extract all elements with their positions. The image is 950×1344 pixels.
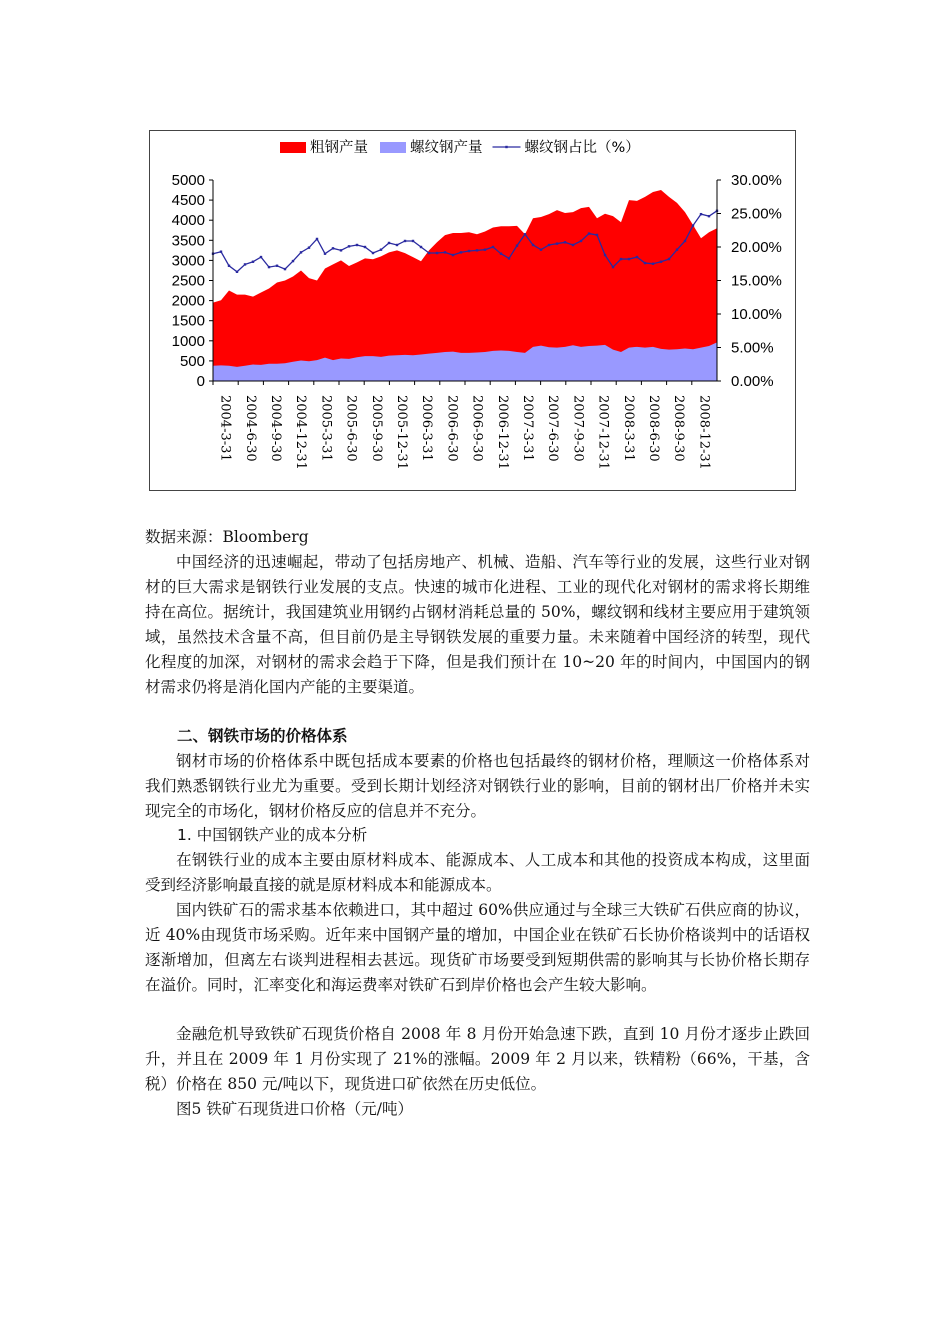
x-tick-label: 2007-3-31 bbox=[520, 395, 535, 462]
line-marker bbox=[532, 244, 534, 246]
line-marker bbox=[692, 224, 694, 226]
line-marker bbox=[420, 246, 422, 248]
legend-swatch bbox=[280, 142, 306, 153]
line-marker bbox=[524, 233, 526, 235]
x-tick-label: 2008-9-30 bbox=[671, 395, 687, 462]
y-right-tick-label: 15.00% bbox=[731, 272, 782, 290]
y-right-tick-label: 0.00% bbox=[731, 373, 774, 390]
y-left-tick-label: 3000 bbox=[171, 252, 205, 270]
x-tick-label: 2006-9-30 bbox=[469, 395, 485, 462]
line-marker bbox=[324, 253, 326, 255]
line-marker bbox=[636, 256, 638, 258]
line-marker bbox=[452, 254, 454, 256]
line-marker bbox=[540, 248, 542, 250]
legend-marker bbox=[505, 146, 507, 148]
line-marker bbox=[316, 238, 318, 240]
x-tick-label: 2004-3-31 bbox=[217, 395, 233, 462]
line-marker bbox=[572, 244, 574, 246]
line-marker bbox=[308, 246, 310, 248]
y-left-tick-label: 3500 bbox=[171, 232, 205, 250]
line-marker bbox=[388, 242, 390, 244]
y-right-tick-label: 30.00% bbox=[731, 172, 782, 189]
line-marker bbox=[564, 241, 566, 243]
line-marker bbox=[476, 249, 478, 251]
line-marker bbox=[468, 250, 470, 252]
line-marker bbox=[676, 248, 678, 250]
figure-caption: 图5 铁矿石现货进口价格（元/吨） bbox=[176, 1100, 414, 1118]
section-heading-price-system: 二、钢铁市场的价格体系 bbox=[177, 727, 348, 745]
x-tick-label: 2008-6-30 bbox=[646, 395, 661, 462]
line-marker bbox=[220, 250, 222, 252]
y-right-tick-label: 20.00% bbox=[731, 239, 782, 256]
line-marker bbox=[396, 244, 398, 246]
line-marker bbox=[580, 240, 582, 242]
line-marker bbox=[508, 257, 510, 259]
x-tick-label: 2007-9-30 bbox=[570, 395, 586, 462]
y-left-tick-label: 4500 bbox=[171, 192, 205, 210]
y-left-tick-label: 5000 bbox=[171, 172, 205, 189]
line-marker bbox=[604, 254, 606, 256]
x-tick-label: 2004-6-30 bbox=[242, 395, 258, 462]
legend-label: 粗钢产量 bbox=[310, 140, 368, 156]
line-marker bbox=[516, 244, 518, 246]
line-marker bbox=[492, 246, 494, 248]
x-tick-label: 2008-12-31 bbox=[696, 395, 712, 470]
x-tick-label: 2006-12-31 bbox=[494, 395, 510, 470]
line-marker bbox=[252, 261, 254, 263]
line-marker bbox=[444, 251, 446, 253]
chart-legend bbox=[280, 139, 640, 156]
line-marker bbox=[500, 253, 502, 255]
line-marker bbox=[340, 249, 342, 251]
x-tick-label: 2007-12-31 bbox=[595, 395, 611, 470]
line-marker bbox=[348, 245, 350, 247]
y-right-tick-label: 5.00% bbox=[731, 339, 774, 357]
line-marker bbox=[684, 240, 686, 242]
x-tick-label: 2005-3-31 bbox=[318, 395, 334, 462]
line-marker bbox=[364, 246, 366, 248]
chart-plot-area bbox=[212, 190, 718, 381]
line-marker bbox=[628, 258, 630, 260]
chart-frame bbox=[149, 130, 796, 491]
line-marker bbox=[484, 248, 486, 250]
x-tick-label: 2004-9-30 bbox=[268, 395, 283, 462]
line-marker bbox=[612, 266, 614, 268]
legend-label: 螺纹钢占比（%） bbox=[524, 140, 640, 156]
line-marker bbox=[588, 232, 590, 234]
line-marker bbox=[668, 258, 670, 260]
chart bbox=[150, 131, 795, 490]
legend-swatch bbox=[380, 142, 406, 153]
line-marker bbox=[460, 251, 462, 253]
x-tick-label: 2006-6-30 bbox=[444, 395, 460, 462]
line-marker bbox=[268, 266, 270, 268]
x-tick-label: 2005-6-30 bbox=[343, 395, 359, 462]
y-left-tick-label: 2000 bbox=[171, 292, 205, 310]
y-left-tick-label: 500 bbox=[179, 352, 205, 370]
line-marker bbox=[548, 244, 550, 246]
x-tick-label: 2004-12-31 bbox=[293, 395, 309, 470]
line-marker bbox=[356, 244, 358, 246]
source-note: 数据来源：Bloomberg bbox=[145, 528, 309, 546]
line-marker bbox=[276, 265, 278, 267]
line-marker bbox=[228, 265, 230, 267]
line-marker bbox=[644, 262, 646, 264]
line-marker bbox=[300, 251, 302, 253]
x-tick-label: 2006-3-31 bbox=[419, 395, 435, 462]
paragraph-price-system: 钢材市场的价格体系中既包括成本要素的价格也包括最终的钢材价格，理顺这一价格体系对我们熟悉钢铁行业尤为重要。受到长期计划经济对钢铁行业的影响，目前的钢材出厂价格并未实现完全的市场化，钢材价格反应的信息并不充分。 bbox=[145, 752, 810, 820]
line-marker bbox=[708, 215, 710, 217]
line-marker bbox=[260, 256, 262, 258]
line-marker bbox=[660, 261, 662, 263]
y-left-tick-label: 1500 bbox=[171, 312, 205, 330]
x-tick-label: 2008-3-31 bbox=[620, 395, 636, 462]
line-marker bbox=[652, 263, 654, 265]
line-marker bbox=[596, 234, 598, 236]
paragraph-iron-ore-import: 国内铁矿石的需求基本依赖进口，其中超过 60%供应通过与全球三大铁矿石供应商的协议，近 40%由现货市场采购。近年来中国钢产量的增加，中国企业在铁矿石长协价格谈判中的话语权逐渐增加，但离左右谈判进程相去甚远。现货矿市场要受到短期供需的影响其与长协价格长期存在溢价。同时，汇率变化和海运费率对铁矿石到岸价格也会产生较大影响。 bbox=[145, 901, 810, 994]
line-marker bbox=[372, 252, 374, 254]
x-tick-label: 2005-12-31 bbox=[394, 395, 409, 470]
line-marker bbox=[436, 252, 438, 254]
line-marker bbox=[404, 240, 406, 242]
line-marker bbox=[428, 252, 430, 254]
subheading-cost-analysis: 1. 中国钢铁产业的成本分析 bbox=[177, 826, 368, 844]
y-left-tick-label: 1000 bbox=[171, 332, 205, 350]
line-marker bbox=[556, 242, 558, 244]
y-right-tick-label: 10.00% bbox=[731, 306, 782, 323]
line-marker bbox=[292, 260, 294, 262]
line-marker bbox=[620, 258, 622, 260]
line-marker bbox=[700, 213, 702, 215]
x-tick-label: 2005-9-30 bbox=[368, 395, 384, 462]
line-marker bbox=[380, 248, 382, 250]
paragraph-cost-structure: 在钢铁行业的成本主要由原材料成本、能源成本、人工成本和其他的投资成本构成，这里面受到经济影响最直接的就是原材料成本和能源成本。 bbox=[145, 851, 810, 894]
y-left-tick-label: 0 bbox=[196, 373, 205, 390]
y-left-tick-label: 4000 bbox=[171, 212, 205, 230]
paragraph-demand: 中国经济的迅速崛起，带动了包括房地产、机械、造船、汽车等行业的发展，这些行业对钢材的巨大需求是钢铁行业发展的支点。快速的城市化进程、工业的现代化对钢材的需求将长期维持在高位。据统计，我国建筑业用钢约占钢材消耗总量的 50%，螺纹钢和线材主要应用于建筑领域，虽然技术含量不高，但目前仍是主导钢铁发展的重要力量。未来随着中国经济的转型，现代化程度的加深，对钢材的需求会趋于下降，但是我们预计在 10~20 年的时间内，中国国内的钢材需求仍将是消化国内产能的主要渠道。 bbox=[145, 553, 810, 696]
line-marker bbox=[332, 247, 334, 249]
legend-label: 螺纹钢产量 bbox=[410, 140, 483, 156]
line-marker bbox=[412, 240, 414, 242]
x-tick-label: 2007-6-30 bbox=[545, 395, 561, 462]
y-right-tick-label: 25.00% bbox=[731, 205, 782, 223]
line-marker bbox=[236, 271, 238, 273]
y-left-tick-label: 2500 bbox=[171, 272, 205, 290]
paragraph-financial-crisis: 金融危机导致铁矿石现货价格自 2008 年 8 月份开始急速下跌，直到 10 月份才逐步止跌回升，并且在 2009 年 1 月份实现了 21%的涨幅。2009 年 2 月以来，铁精粉（66%，干基，含税）价格在 850 元/吨以下，现货进口矿依然在历史低位。 bbox=[145, 1025, 810, 1093]
line-marker bbox=[244, 263, 246, 265]
line-marker bbox=[284, 268, 286, 270]
